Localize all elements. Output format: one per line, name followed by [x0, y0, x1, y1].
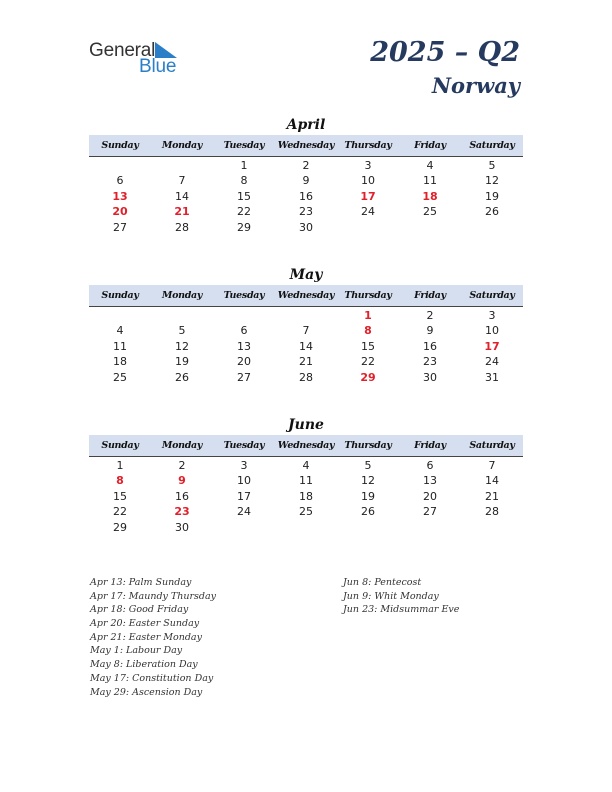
day-cell: 26: [361, 505, 375, 519]
day-cell: 28: [485, 505, 499, 519]
day-cell: 29: [113, 520, 127, 534]
country-title: Norway: [431, 73, 520, 98]
weekday-header: Tuesday: [223, 440, 265, 451]
day-cell: 18: [113, 355, 127, 369]
day-cell: 27: [113, 220, 127, 234]
day-cell: 25: [423, 205, 437, 219]
month-block-april: [89, 115, 523, 235]
weeks-grid: [89, 158, 523, 235]
month-name: June: [288, 417, 324, 433]
week-row: [89, 354, 523, 369]
holiday-item: Jun 8: Pentecost: [343, 577, 422, 588]
logo-general-text: General: [89, 40, 156, 61]
day-cell: [399, 520, 461, 535]
day-cell: 20: [237, 355, 251, 369]
week-row: [89, 370, 523, 385]
day-cell: 30: [423, 370, 437, 384]
day-cell: 12: [175, 339, 189, 353]
day-cell: 5: [178, 324, 186, 338]
day-cell: 1: [116, 459, 124, 472]
day-cell: 13: [423, 474, 437, 488]
day-cell: 26: [485, 205, 499, 219]
week-row: [89, 189, 523, 204]
weekday-header: Thursday: [344, 440, 392, 451]
day-cell: 23: [423, 355, 437, 369]
day-cell: 15: [237, 189, 251, 203]
day-cell: [461, 520, 523, 535]
day-cell: 23: [174, 505, 190, 519]
day-cell: 23: [299, 205, 313, 219]
day-cell: 4: [302, 459, 310, 472]
day-cell: 17: [484, 339, 500, 353]
day-cell: [275, 520, 337, 535]
holiday-list-left: [90, 576, 216, 699]
day-cell: 13: [237, 339, 251, 353]
month-block-june: [89, 415, 523, 535]
weeks-grid: [89, 458, 523, 535]
holiday-item: Apr 17: Maundy Thursday: [90, 590, 217, 602]
weekday-header: Sunday: [101, 140, 139, 151]
day-cell: 14: [175, 189, 189, 203]
day-cell: 24: [361, 205, 375, 219]
holiday-item: Apr 21: Easter Monday: [90, 631, 202, 643]
period-title: 2025 – Q2: [370, 37, 520, 68]
day-cell: 16: [299, 189, 313, 203]
weekday-header: Thursday: [344, 290, 392, 301]
holiday-item: May 29: Ascension Day: [90, 686, 203, 698]
logo-blue-text: Blue: [139, 56, 177, 77]
day-cell: 7: [488, 459, 496, 472]
day-cell: 4: [116, 324, 124, 338]
holiday-item: Jun 23: Midsummar Eve: [343, 604, 460, 616]
week-row: [89, 308, 523, 323]
day-cell: 16: [175, 489, 189, 503]
day-cell: 18: [299, 489, 313, 503]
week-row: [89, 204, 523, 219]
day-cell: 18: [422, 189, 438, 203]
day-cell: 25: [299, 505, 313, 519]
day-cell: 15: [113, 489, 127, 503]
day-cell: [151, 158, 213, 173]
week-row: [89, 173, 523, 188]
day-cell: 5: [364, 459, 372, 472]
holiday-item: May 17: Constitution Day: [90, 672, 214, 684]
week-row: [89, 473, 523, 488]
day-cell: 19: [361, 489, 375, 503]
day-cell: 2: [302, 159, 310, 172]
day-cell: 9: [302, 174, 310, 188]
week-row: [89, 520, 523, 535]
day-cell: [337, 220, 399, 235]
day-cell: 11: [113, 339, 127, 353]
weekday-header: Monday: [161, 290, 203, 301]
page-title: [370, 36, 520, 100]
day-cell: 11: [423, 174, 437, 188]
day-cell: 15: [361, 339, 375, 353]
day-cell: 17: [360, 189, 376, 203]
day-cell: 24: [485, 355, 499, 369]
weekday-header: Wednesday: [277, 140, 335, 151]
week-row: [89, 489, 523, 504]
day-cell: 2: [178, 459, 186, 472]
day-cell: 10: [237, 474, 251, 488]
day-cell: 10: [485, 324, 499, 338]
weekday-header-row: [89, 135, 523, 157]
day-cell: 30: [175, 520, 189, 534]
day-cell: 22: [113, 505, 127, 519]
day-cell: [151, 308, 213, 323]
day-cell: 7: [178, 174, 186, 188]
day-cell: [399, 220, 461, 235]
day-cell: 7: [302, 324, 310, 338]
day-cell: 6: [240, 324, 248, 338]
day-cell: 26: [175, 370, 189, 384]
day-cell: [275, 308, 337, 323]
day-cell: [461, 220, 523, 235]
week-row: [89, 158, 523, 173]
month-block-may: [89, 265, 523, 385]
week-row: [89, 323, 523, 338]
day-cell: 3: [488, 309, 496, 322]
weeks-grid: [89, 308, 523, 385]
holiday-list-right: [343, 576, 459, 617]
day-cell: 9: [426, 324, 434, 338]
day-cell: 4: [426, 159, 434, 172]
day-cell: 5: [488, 159, 496, 172]
day-cell: 19: [485, 189, 499, 203]
month-name: April: [286, 117, 326, 133]
holiday-item: Apr 20: Easter Sunday: [90, 618, 200, 630]
holiday-item: Jun 9: Whit Monday: [343, 590, 439, 602]
day-cell: 20: [423, 489, 437, 503]
day-cell: 8: [240, 174, 248, 188]
day-cell: 10: [361, 174, 375, 188]
day-cell: 21: [174, 205, 190, 219]
day-cell: 8: [116, 474, 124, 488]
day-cell: 1: [240, 159, 248, 172]
weekday-header: Friday: [414, 290, 446, 301]
day-cell: 1: [364, 309, 372, 322]
day-cell: [89, 158, 151, 173]
day-cell: 30: [299, 220, 313, 234]
day-cell: 27: [237, 370, 251, 384]
weekday-header: Wednesday: [277, 440, 335, 451]
week-row: [89, 220, 523, 235]
day-cell: [213, 308, 275, 323]
holiday-item: May 1: Labour Day: [90, 645, 183, 657]
day-cell: 24: [237, 505, 251, 519]
day-cell: 6: [426, 459, 434, 472]
day-cell: 17: [237, 489, 251, 503]
day-cell: 14: [299, 339, 313, 353]
weekday-header: Monday: [161, 440, 203, 451]
day-cell: 2: [426, 309, 434, 322]
weekday-header: Tuesday: [223, 290, 265, 301]
week-row: [89, 339, 523, 354]
weekday-header-row: [89, 285, 523, 307]
day-cell: 22: [237, 205, 251, 219]
week-row: [89, 458, 523, 473]
weekday-header: Monday: [161, 140, 203, 151]
day-cell: 12: [361, 474, 375, 488]
day-cell: 12: [485, 174, 499, 188]
holiday-item: Apr 18: Good Friday: [90, 604, 189, 616]
day-cell: 8: [364, 324, 372, 338]
weekday-header: Tuesday: [223, 140, 265, 151]
weekday-header: Sunday: [101, 290, 139, 301]
day-cell: 16: [423, 339, 437, 353]
day-cell: [89, 308, 151, 323]
weekday-header-row: [89, 435, 523, 457]
weekday-header: Saturday: [469, 290, 515, 301]
holiday-item: May 8: Liberation Day: [90, 659, 198, 671]
day-cell: 11: [299, 474, 313, 488]
day-cell: 29: [237, 220, 251, 234]
weekday-header: Friday: [414, 140, 446, 151]
day-cell: 9: [178, 474, 186, 488]
day-cell: 27: [423, 505, 437, 519]
day-cell: 28: [175, 220, 189, 234]
day-cell: [337, 520, 399, 535]
month-name: May: [289, 267, 323, 283]
weekday-header: Sunday: [101, 440, 139, 451]
day-cell: 21: [299, 355, 313, 369]
day-cell: 22: [361, 355, 375, 369]
day-cell: 19: [175, 355, 189, 369]
week-row: [89, 504, 523, 519]
day-cell: 20: [112, 205, 128, 219]
day-cell: 3: [240, 459, 248, 472]
day-cell: 13: [112, 189, 128, 203]
holiday-item: Apr 13: Palm Sunday: [90, 577, 192, 588]
day-cell: 28: [299, 370, 313, 384]
day-cell: 3: [364, 159, 372, 172]
weekday-header: Friday: [414, 440, 446, 451]
day-cell: 29: [360, 370, 376, 384]
weekday-header: Saturday: [469, 440, 515, 451]
day-cell: 31: [485, 370, 499, 384]
logo: [89, 40, 189, 76]
day-cell: 14: [485, 474, 499, 488]
weekday-header: Saturday: [469, 140, 515, 151]
weekday-header: Wednesday: [277, 290, 335, 301]
day-cell: 6: [116, 174, 124, 188]
day-cell: [213, 520, 275, 535]
weekday-header: Thursday: [344, 140, 392, 151]
day-cell: 21: [485, 489, 499, 503]
day-cell: 25: [113, 370, 127, 384]
